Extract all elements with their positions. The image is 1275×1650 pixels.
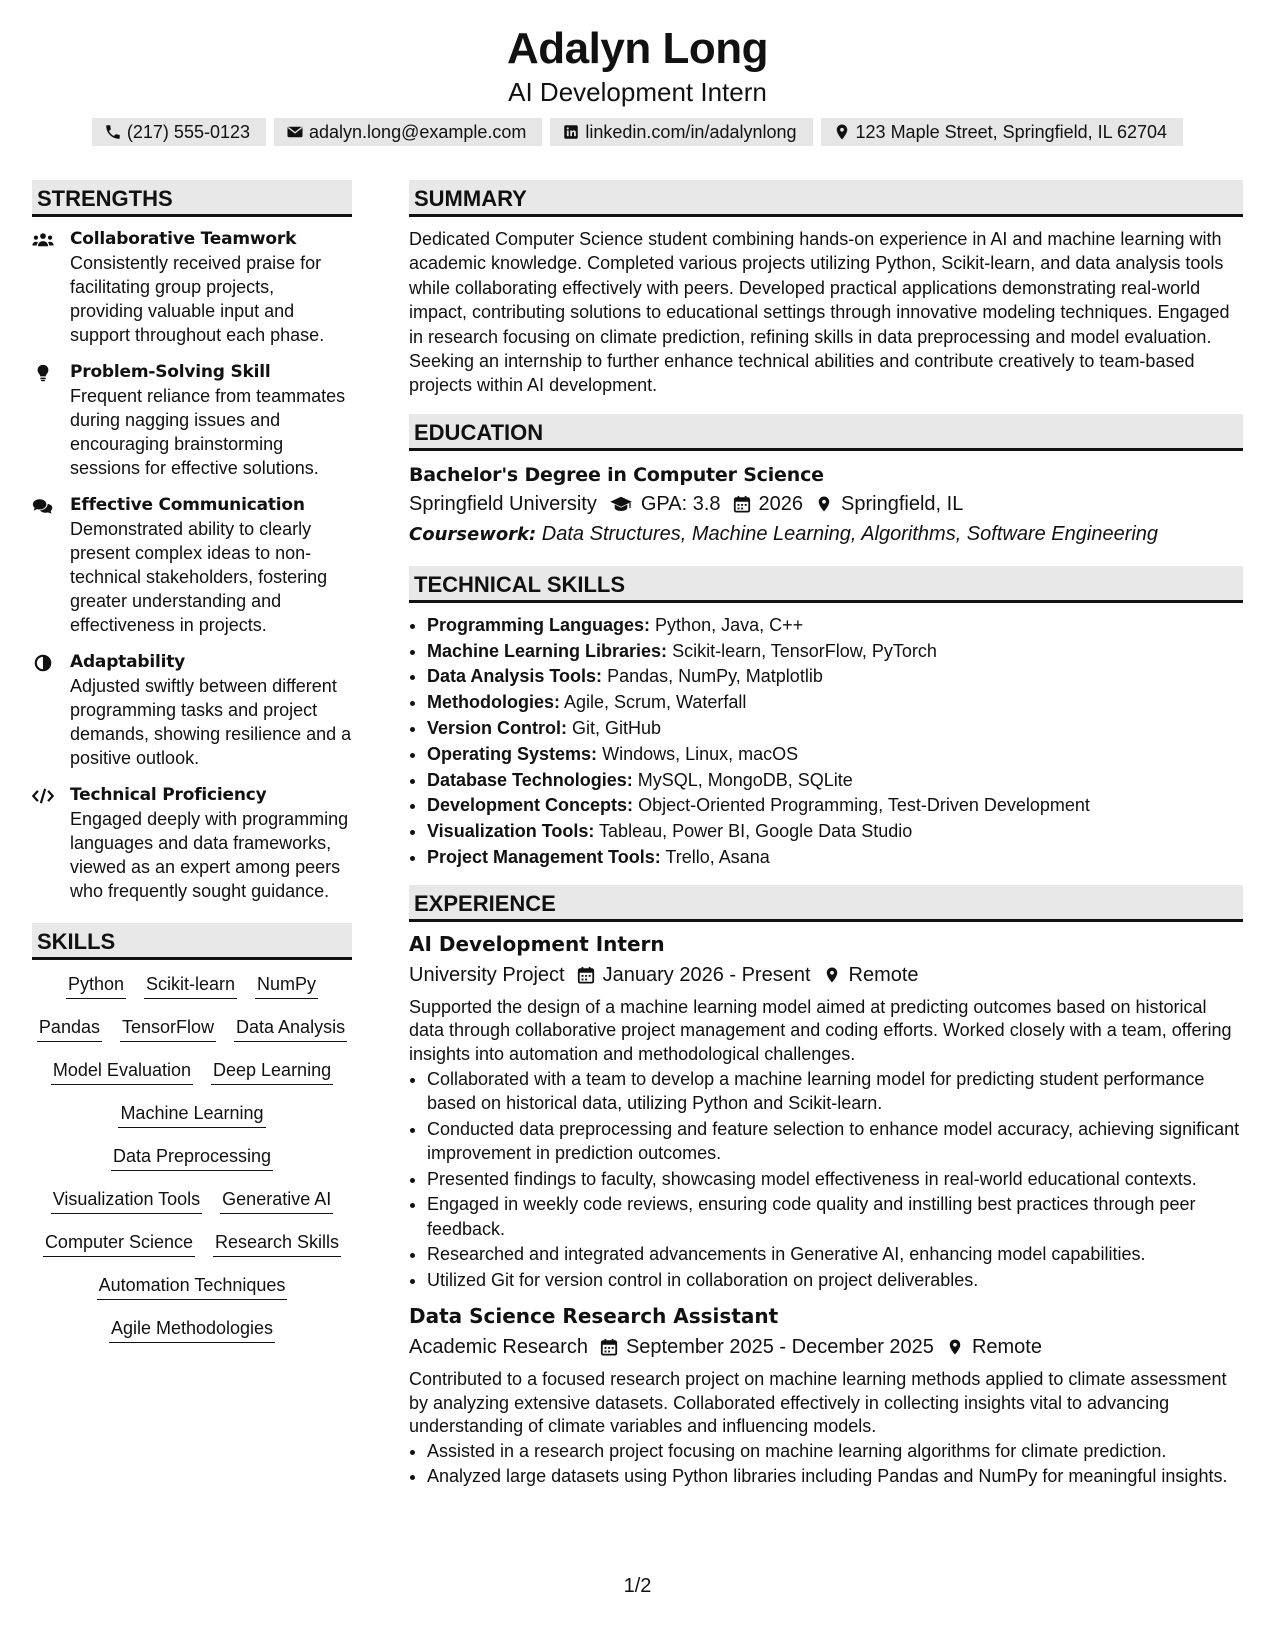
technical-skills-list xyxy=(409,613,1243,871)
strength-title: Technical Proficiency xyxy=(70,785,267,805)
job-meta xyxy=(409,960,1243,990)
school-name: Springfield University xyxy=(409,492,597,515)
strength-item xyxy=(32,493,352,637)
job-title: AI Development Intern xyxy=(409,931,665,956)
map-pin-icon xyxy=(946,1338,964,1356)
list-item xyxy=(427,793,1243,819)
skills-tag-list xyxy=(32,970,352,1343)
strength-title: Problem-Solving Skill xyxy=(70,362,271,382)
map-pin-icon xyxy=(815,495,833,513)
strength-text: Adjusted swiftly between different programming tasks and project demands, showing resilience and a positive outlook. xyxy=(70,676,352,768)
envelope-icon xyxy=(286,123,304,141)
skill-tag: TensorFlow xyxy=(120,1013,216,1042)
contact-address-text: 123 Maple Street, Springfield, IL 62704 xyxy=(855,122,1168,142)
linkedin-icon xyxy=(562,123,580,141)
tech-label: Project Management Tools: xyxy=(427,847,661,868)
gpa: GPA: 3.8 xyxy=(640,492,721,515)
skill-tag: Computer Science xyxy=(43,1228,195,1257)
resume-header xyxy=(0,22,1275,146)
contact-linkedin-text: linkedin.com/in/adalynlong xyxy=(585,122,797,142)
list-item xyxy=(427,742,1243,768)
list-item: • Presented findings to faculty, showcasing model effectiveness in real-world educational contexts. xyxy=(427,1167,1243,1192)
skill-tag: Data Analysis xyxy=(234,1013,347,1042)
strength-item xyxy=(32,783,352,903)
job-location: Remote xyxy=(848,963,919,986)
strength-item xyxy=(32,227,352,347)
calendar-icon xyxy=(733,495,751,513)
strength-item xyxy=(32,650,352,770)
skill-tag: NumPy xyxy=(255,970,318,999)
tech-label: Visualization Tools: xyxy=(427,821,595,842)
job-description: Contributed to a focused research project on machine learning methods applied to climate assessment by analyzing extensive datasets. Collaborated effectively in collecting insights vital to advancing understanding of climate variables and influencing models. xyxy=(409,1369,1227,1437)
job-bullets xyxy=(409,1439,1243,1489)
tech-value: Trello, Asana xyxy=(665,847,770,868)
skill-tag: Python xyxy=(66,970,126,999)
skills-heading: SKILLS xyxy=(32,923,352,960)
job-entry xyxy=(409,1300,1243,1489)
list-item xyxy=(427,664,1243,690)
phone-icon xyxy=(104,123,122,141)
contact-bar xyxy=(0,118,1275,146)
job-dates: September 2025 - December 2025 xyxy=(625,1336,934,1359)
tech-value: Tableau, Power BI, Google Data Studio xyxy=(599,821,913,842)
tech-label: Database Technologies: xyxy=(427,769,633,790)
tech-value: Scikit-learn, TensorFlow, PyTorch xyxy=(672,640,937,661)
skill-tag: Pandas xyxy=(37,1013,102,1042)
job-bullets xyxy=(409,1067,1243,1293)
contact-linkedin xyxy=(550,118,812,146)
strength-title: Effective Communication xyxy=(70,495,305,515)
tech-label: Version Control: xyxy=(427,718,568,739)
experience-heading: EXPERIENCE xyxy=(409,885,1243,922)
map-pin-icon xyxy=(823,966,841,984)
strength-text: Engaged deeply with programming languages and data frameworks, viewed as an expert among peers who frequently sought guidance. xyxy=(70,809,349,901)
code-icon xyxy=(32,787,54,805)
strength-text: Demonstrated ability to clearly present complex ideas to non-technical stakeholders, fostering greater understanding and effectiveness in projects. xyxy=(70,519,328,635)
tech-value: MySQL, MongoDB, SQLite xyxy=(637,769,853,790)
job-org: University Project xyxy=(409,963,565,986)
list-item xyxy=(427,768,1243,794)
tech-label: Development Concepts: xyxy=(427,795,634,816)
contact-email-text: adalyn.long@example.com xyxy=(309,122,527,142)
skill-tag: Machine Learning xyxy=(118,1099,265,1128)
list-item xyxy=(427,690,1243,716)
skill-tag: Deep Learning xyxy=(211,1056,333,1085)
comments-icon xyxy=(32,497,54,515)
list-item xyxy=(427,613,1243,639)
skill-tag: Visualization Tools xyxy=(51,1185,202,1214)
contact-email xyxy=(274,118,542,146)
list-item xyxy=(427,716,1243,742)
candidate-role: AI Development Intern xyxy=(508,77,767,107)
skill-tag: Data Preprocessing xyxy=(111,1142,273,1171)
education-heading: EDUCATION xyxy=(409,414,1243,451)
strength-item xyxy=(32,360,352,480)
list-item: • Engaged in weekly code reviews, ensuring code quality and instilling best practices through peer feedback. xyxy=(427,1192,1243,1241)
skill-tag: Scikit-learn xyxy=(144,970,237,999)
education-meta xyxy=(409,489,1243,519)
list-item: • Conducted data preprocessing and feature selection to enhance model accuracy, achieving significant improvement in prediction outcomes. xyxy=(427,1117,1243,1166)
job-title: Data Science Research Assistant xyxy=(409,1304,779,1329)
tech-label: Machine Learning Libraries: xyxy=(427,640,668,661)
degree-title: Bachelor's Degree in Computer Science xyxy=(409,463,824,486)
users-icon xyxy=(32,231,54,249)
job-location: Remote xyxy=(971,1336,1042,1359)
list-item: • Researched and integrated advancements in Generative AI, enhancing model capabilities. xyxy=(427,1242,1243,1267)
job-description: Supported the design of a machine learning model aimed at predicting outcomes based on historical data through collaborative project management and coding efforts. Worked closely with a team, offering insights into automation and methodological challenges. xyxy=(409,996,1232,1064)
tech-value: Pandas, NumPy, Matplotlib xyxy=(607,666,823,687)
tech-label: Data Analysis Tools: xyxy=(427,666,603,687)
contact-phone-text: (217) 555-0123 xyxy=(126,122,250,142)
list-item xyxy=(427,639,1243,665)
skill-tag: Model Evaluation xyxy=(51,1056,193,1085)
technical-skills-heading: TECHNICAL SKILLS xyxy=(409,566,1243,603)
candidate-name: Adalyn Long xyxy=(507,24,768,73)
coursework-label: Coursework: xyxy=(409,523,537,545)
lightbulb-icon xyxy=(32,364,54,382)
page-number: 1/2 xyxy=(623,1575,652,1597)
tech-label: Methodologies: xyxy=(427,692,560,713)
job-entry xyxy=(409,928,1243,1292)
strength-text: Consistently received praise for facilitating group projects, providing valuable input and support throughout each phase. xyxy=(70,253,325,345)
coursework xyxy=(409,519,1243,550)
strength-title: Collaborative Teamwork xyxy=(70,229,297,249)
summary-heading: SUMMARY xyxy=(409,180,1243,217)
job-org: Academic Research xyxy=(409,1336,588,1359)
left-column xyxy=(32,180,352,1343)
tech-value: Windows, Linux, macOS xyxy=(602,743,799,764)
list-item: • Analyzed large datasets using Python libraries including Pandas and NumPy for meaningful insights. xyxy=(427,1464,1243,1489)
school-location: Springfield, IL xyxy=(841,492,964,515)
right-column xyxy=(409,180,1243,1490)
map-pin-icon xyxy=(833,123,851,141)
skill-tag: Research Skills xyxy=(213,1228,341,1257)
job-meta xyxy=(409,1332,1243,1362)
calendar-icon xyxy=(600,1338,618,1356)
contact-phone xyxy=(92,118,266,146)
strengths-heading: STRENGTHS xyxy=(32,180,352,217)
skill-tag: Generative AI xyxy=(220,1185,333,1214)
calendar-icon xyxy=(577,966,595,984)
list-item: • Assisted in a research project focusing on machine learning algorithms for climate prediction. xyxy=(427,1439,1243,1464)
tech-value: Object-Oriented Programming, Test-Driven Development xyxy=(638,795,1090,816)
strength-title: Adaptability xyxy=(70,652,186,672)
skill-tag: Automation Techniques xyxy=(97,1271,288,1300)
skill-tag: Agile Methodologies xyxy=(109,1314,275,1343)
tech-value: Agile, Scrum, Waterfall xyxy=(564,692,747,713)
list-item: • Collaborated with a team to develop a machine learning model for predicting student performance based on historical data, utilizing Python and Scikit-learn. xyxy=(427,1067,1243,1116)
graduation-year: 2026 xyxy=(758,492,804,515)
strength-text: Frequent reliance from teammates during nagging issues and encouraging brainstorming sessions for effective solutions. xyxy=(70,386,346,478)
summary-text: Dedicated Computer Science student combining hands-on experience in AI and machine learning with academic knowledge. Completed various projects utilizing Python, Scikit-learn, and data analysis tools while collaborating effectively with peers. Developed practical applications demonstrating real-world impact, contributing solutions to educational settings through innovative modeling techniques. Engaged in research focusing on climate prediction, refining skills in data preprocessing and model evaluation. Seeking an internship to further enhance technical abilities and contribute creatively to team-based projects within AI development. xyxy=(409,229,1230,396)
graduation-cap-icon xyxy=(609,495,633,513)
contact-address xyxy=(821,118,1184,146)
tech-value: Python, Java, C++ xyxy=(655,614,804,635)
job-dates: January 2026 - Present xyxy=(602,963,811,986)
tech-label: Operating Systems: xyxy=(427,743,598,764)
half-circle-icon xyxy=(32,654,54,672)
coursework-list: Data Structures, Machine Learning, Algorithms, Software Engineering xyxy=(541,522,1159,545)
list-item xyxy=(427,819,1243,845)
list-item xyxy=(427,845,1243,871)
list-item: • Utilized Git for version control in collaboration on project deliverables. xyxy=(427,1268,1243,1293)
tech-label: Programming Languages: xyxy=(427,614,651,635)
tech-value: Git, GitHub xyxy=(572,718,662,739)
